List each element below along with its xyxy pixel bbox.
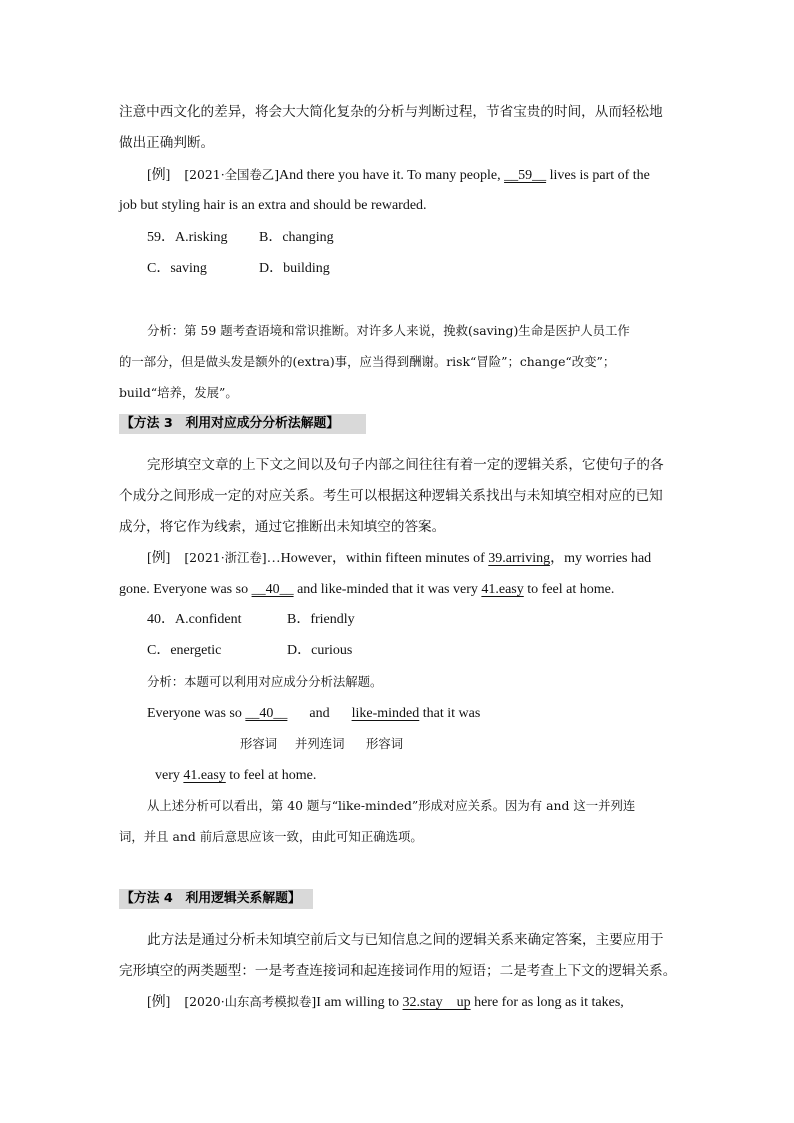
option-59-b: B．changing: [259, 230, 334, 245]
example-tag: [例]: [147, 168, 171, 183]
blank-32: 32.stay up: [402, 995, 471, 1010]
part-of-speech-adjective: 形容词: [366, 736, 404, 751]
method-3-para-1: 完形填空文章的上下文之间以及句子内部之间往往有着一定的逻辑关系，它使句子的各: [147, 457, 664, 473]
sentence-text: Everyone was so: [147, 706, 246, 721]
example-text: I am willing to: [316, 995, 403, 1010]
example-3-line-1: [147, 993, 624, 1012]
analysis-sentence-2: [155, 766, 316, 785]
analysis-line-3: build“培养，发展”。: [119, 385, 238, 400]
method-3-para-2: 个成分之间形成一定的对应关系。考生可以根据这种逻辑关系找出与未知填空相对应的已知: [119, 488, 663, 504]
example-text: to feel at home.: [523, 582, 615, 597]
conjunction-and: and: [309, 706, 330, 721]
option-40-a: 40．A.confident: [147, 612, 242, 627]
method-4-para-2: 完形填空的两类题型：一是考查连接词和起连接词作用的短语；二是考查上下文的逻辑关系。: [119, 963, 677, 979]
blank-40: __40__: [245, 706, 288, 721]
conclusion-line-2: 词，并且 and 前后意思应该一致，由此可知正确选项。: [119, 829, 423, 844]
example-text: ，my worries had: [550, 551, 652, 566]
example-text: lives is part of the: [546, 168, 650, 183]
option-40-b: B．friendly: [287, 612, 355, 627]
intro-line-2: 做出正确判断。: [119, 135, 215, 151]
analysis-line-2: 的一部分，但是做头发是额外的(extra)事，应当得到酬谢。risk“冒险”；change“改变”；: [119, 354, 616, 369]
method-3-para-3: 成分，将它作为线索，通过它推断出未知填空的答案。: [119, 519, 446, 535]
example-source: [2020·山东高考模拟卷]: [184, 994, 317, 1009]
blank-39: 39.arriving: [488, 551, 551, 566]
example-text: here for as long as it takes,: [470, 995, 624, 1010]
example-tag: [例]: [147, 551, 171, 566]
analysis-line-1: 分析：第 59 题考查语境和常识推断。对许多人来说，挽救(saving)生命是医护人员工作: [147, 323, 630, 338]
example-text: …However，within fifteen minutes of: [266, 551, 489, 566]
method-3-heading: 【方法 3 利用对应成分分析法解题】: [119, 414, 366, 434]
sentence-text: very: [155, 768, 184, 783]
example-2-line-1: [147, 549, 651, 568]
option-59-a: 59．A.risking: [147, 230, 228, 245]
example-text: And there you have it. To many people,: [279, 168, 505, 183]
sentence-text: to feel at home.: [225, 768, 317, 783]
example-text: and like-minded that it was very: [293, 582, 482, 597]
example-1-line-2: job but styling hair is an extra and should be rewarded.: [119, 198, 427, 213]
part-of-speech-adjective: 形容词: [240, 736, 278, 751]
example-1-line-1: [147, 166, 650, 185]
method-4-para-1: 此方法是通过分析未知填空前后文与已知信息之间的逻辑关系来确定答案，主要应用于: [147, 932, 664, 948]
option-59-d: D．building: [259, 261, 330, 276]
blank-41: 41.easy: [183, 768, 226, 783]
blank-41: 41.easy: [481, 582, 524, 597]
intro-line-1: 注意中西文化的差异，将会大大简化复杂的分析与判断过程，节省宝贵的时间，从而轻松地: [119, 104, 663, 120]
sentence-text: that it was: [419, 706, 481, 721]
blank-40: __40__: [251, 582, 294, 597]
example-source: [2021·全国卷乙]: [184, 167, 280, 182]
blank-59: __59__: [504, 168, 547, 183]
option-40-d: D．curious: [287, 643, 353, 658]
part-of-speech-conjunction: 并列连词: [295, 736, 345, 751]
option-40-c: C．energetic: [147, 643, 222, 658]
method-4-heading: 【方法 4 利用逻辑关系解题】: [119, 889, 313, 909]
analysis-heading: 分析：本题可以利用对应成分分析法解题。: [147, 674, 383, 689]
option-59-c: C．saving: [147, 261, 207, 276]
conclusion-line-1: 从上述分析可以看出，第 40 题与“like-minded”形成对应关系。因为有 and 这一并列连: [147, 798, 636, 813]
example-source: [2021·浙江卷]: [184, 550, 267, 565]
example-2-line-2: [119, 580, 614, 599]
analysis-sentence-1: [147, 704, 480, 723]
example-tag: [例]: [147, 995, 171, 1010]
example-text: gone. Everyone was so: [119, 582, 252, 597]
phrase-like-minded: like-minded: [351, 706, 420, 721]
